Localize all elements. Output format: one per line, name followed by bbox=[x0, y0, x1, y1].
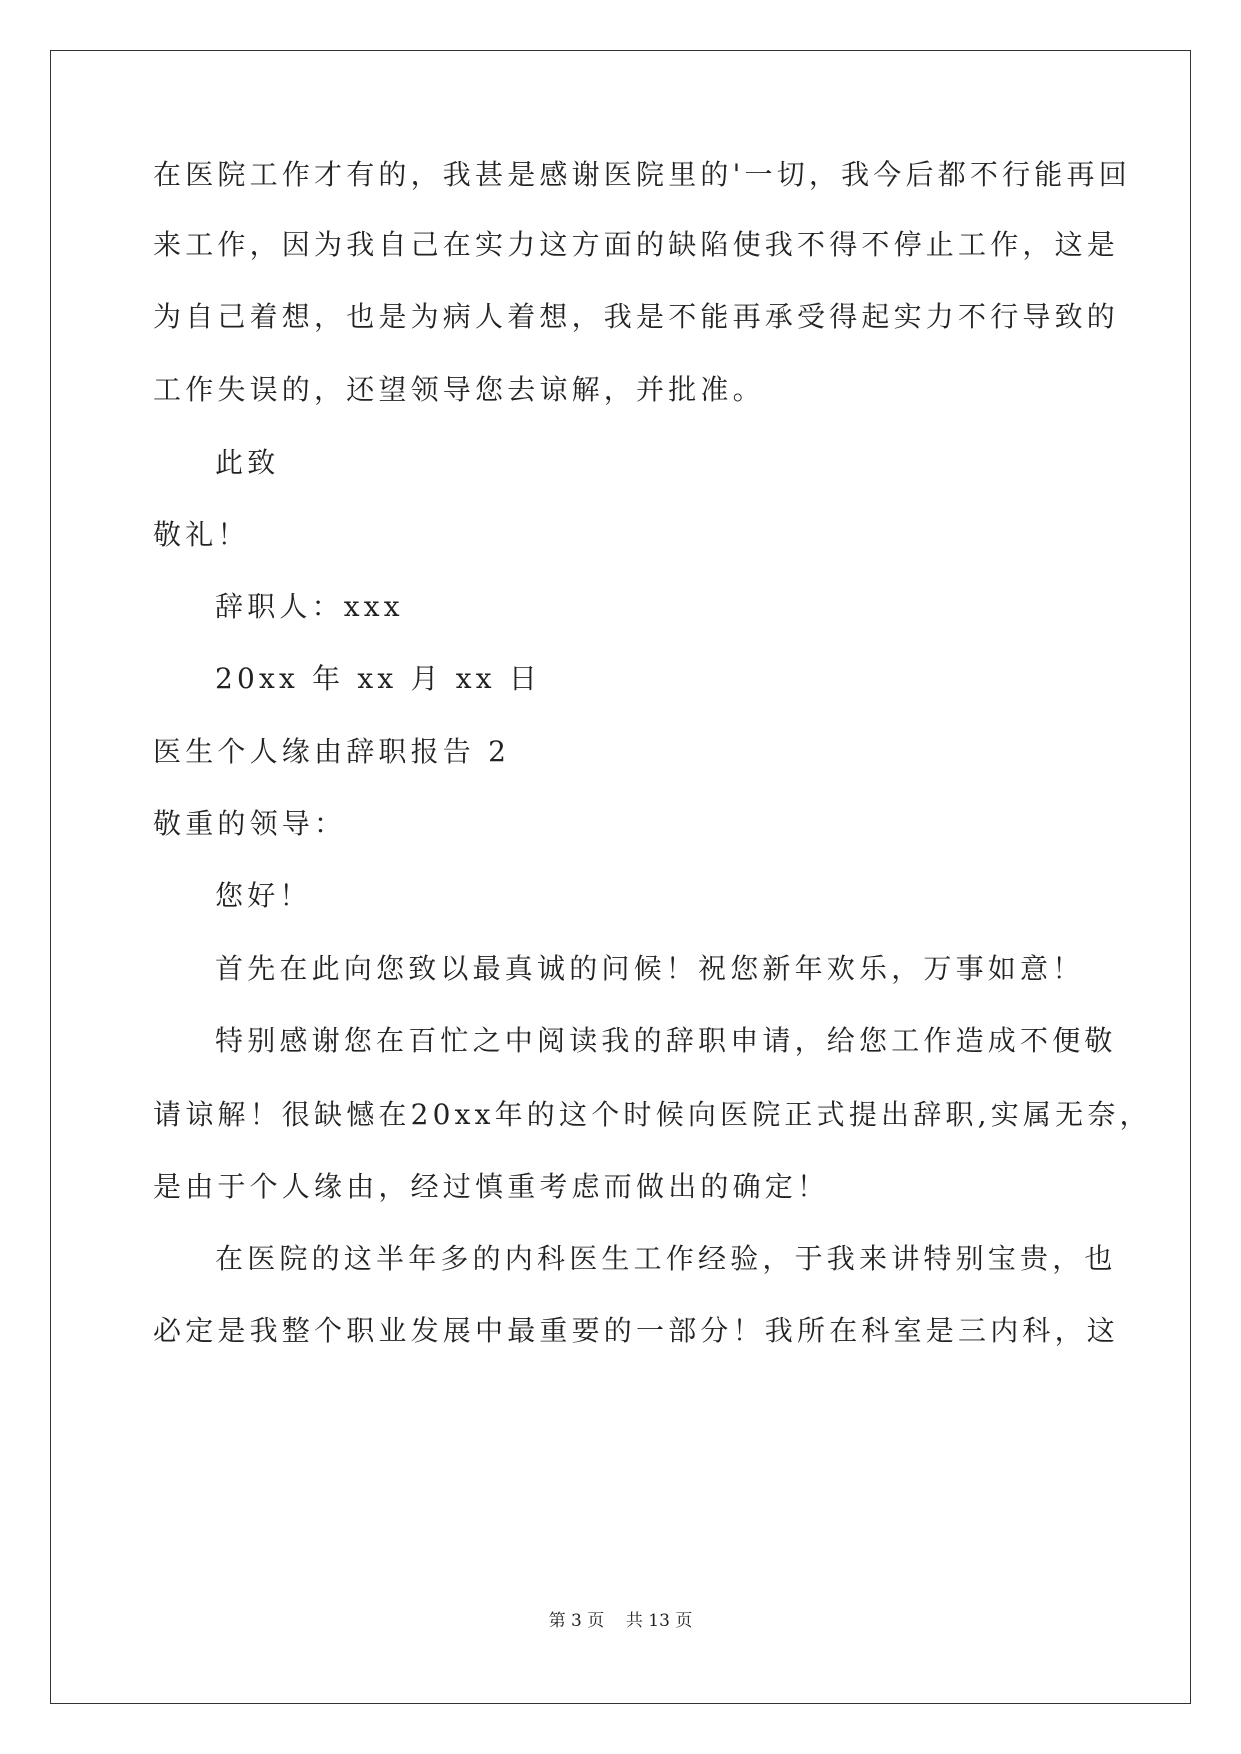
salutation-closing: 敬礼！ bbox=[153, 518, 250, 551]
paragraph-line: 在医院工作才有的，我甚是感谢医院里的'一切，我今后都不行能再回 bbox=[153, 158, 1131, 191]
section-title: 医生个人缘由辞职报告 2 bbox=[153, 735, 511, 768]
letter-date: 20xx 年 xx 月 xx 日 bbox=[215, 662, 542, 695]
paragraph-line: 在医院的这半年多的内科医生工作经验，于我来讲特别宝贵，也 bbox=[215, 1242, 1117, 1275]
salutation: 敬重的领导： bbox=[153, 807, 347, 840]
paragraph-line: 特别感谢您在百忙之中阅读我的辞职申请，给您工作造成不便敬 bbox=[215, 1024, 1117, 1057]
paragraph-line: 为自己着想，也是为病人着想，我是不能再承受得起实力不行导致的 bbox=[153, 300, 1120, 333]
paragraph-line: 来工作，因为我自己在实力这方面的缺陷使我不得不停止工作，这是 bbox=[153, 228, 1120, 261]
paragraph-line: 必定是我整个职业发展中最重要的一部分！我所在科室是三内科，这 bbox=[153, 1314, 1120, 1347]
paragraph-line: 工作失误的，还望领导您去谅解，并批准。 bbox=[153, 373, 765, 406]
closing-phrase: 此致 bbox=[215, 446, 280, 479]
signatory: 辞职人：xxx bbox=[215, 590, 404, 623]
page-number: 第 3 页 共 13 页 bbox=[548, 1611, 693, 1631]
paragraph-line: 首先在此向您致以最真诚的问候！祝您新年欢乐，万事如意！ bbox=[215, 952, 1085, 985]
greeting: 您好！ bbox=[215, 879, 312, 912]
paragraph-line: 请谅解！很缺憾在20xx年的这个时候向医院正式提出辞职,实属无奈， bbox=[153, 1098, 1152, 1131]
paragraph-line: 是由于个人缘由，经过慎重考虑而做出的确定！ bbox=[153, 1170, 830, 1203]
